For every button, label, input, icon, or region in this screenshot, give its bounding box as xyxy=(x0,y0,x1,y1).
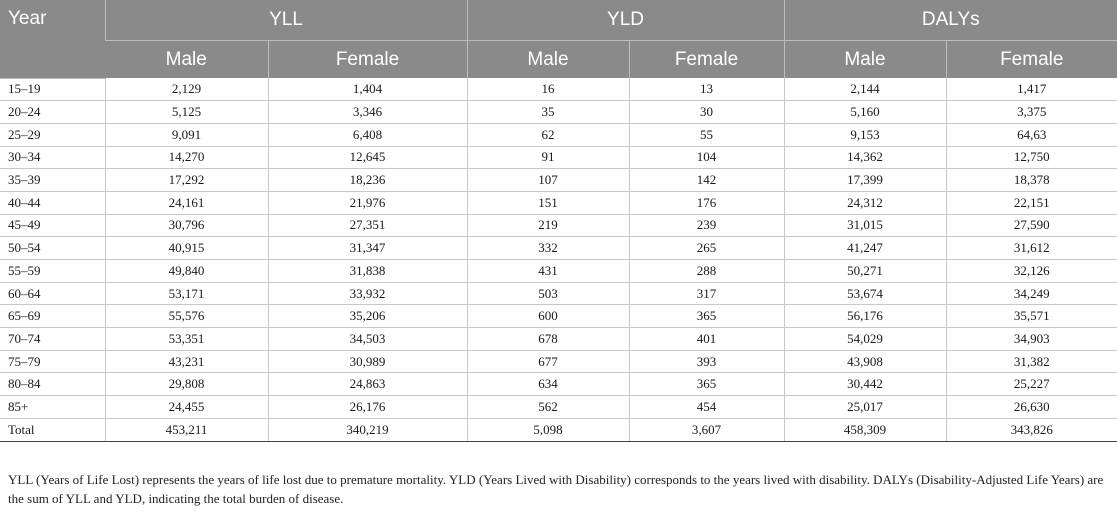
dalys-male-cell: 17,399 xyxy=(784,169,946,192)
table-row xyxy=(0,305,1117,328)
table-row xyxy=(0,350,1117,373)
group-header-yld: YLD xyxy=(467,0,784,41)
dalys-female-cell: 18,378 xyxy=(946,169,1117,192)
sub-header-yll-male: Male xyxy=(105,41,268,79)
yll-male-cell: 453,211 xyxy=(105,418,268,441)
yld-female-cell: 288 xyxy=(629,260,784,283)
age-group-cell: 35–39 xyxy=(0,169,105,192)
yld-female-cell: 393 xyxy=(629,350,784,373)
yld-male-cell: 678 xyxy=(467,328,629,351)
age-group-cell: 70–74 xyxy=(0,328,105,351)
yll-male-cell: 24,455 xyxy=(105,396,268,419)
yll-female-cell: 30,989 xyxy=(268,350,467,373)
yld-female-cell: 176 xyxy=(629,191,784,214)
age-group-cell: 85+ xyxy=(0,396,105,419)
table-footnote: YLL (Years of Life Lost) represents the years of life lost due to premature mortality. YLD (Years Lived with Disability) corresponds to the years lived with disability. DALYs (Disability-Adjusted Life Years) are the sum of YLL and YLD, indicating the total burden of disease. xyxy=(8,472,1104,506)
total-row xyxy=(0,418,1117,441)
yll-female-cell: 27,351 xyxy=(268,214,467,237)
yll-female-cell: 26,176 xyxy=(268,396,467,419)
dalys-male-cell: 14,362 xyxy=(784,146,946,169)
yll-male-cell: 53,351 xyxy=(105,328,268,351)
dalys-female-cell: 32,126 xyxy=(946,260,1117,283)
yll-female-cell: 6,408 xyxy=(268,123,467,146)
dalys-female-cell: 35,571 xyxy=(946,305,1117,328)
dalys-male-cell: 54,029 xyxy=(784,328,946,351)
yld-female-cell: 365 xyxy=(629,373,784,396)
yld-female-cell: 55 xyxy=(629,123,784,146)
yll-male-cell: 43,231 xyxy=(105,350,268,373)
year-column-header: Year xyxy=(0,0,105,78)
dalys-male-cell: 53,674 xyxy=(784,282,946,305)
yll-female-cell: 21,976 xyxy=(268,191,467,214)
yld-male-cell: 219 xyxy=(467,214,629,237)
yld-female-cell: 13 xyxy=(629,78,784,101)
yll-male-cell: 2,129 xyxy=(105,78,268,101)
dalys-male-cell: 458,309 xyxy=(784,418,946,441)
dalys-male-cell: 41,247 xyxy=(784,237,946,260)
yll-male-cell: 29,808 xyxy=(105,373,268,396)
yll-female-cell: 35,206 xyxy=(268,305,467,328)
age-group-cell: 15–19 xyxy=(0,78,105,101)
age-group-cell: 55–59 xyxy=(0,260,105,283)
yld-male-cell: 5,098 xyxy=(467,418,629,441)
dalys-male-cell: 56,176 xyxy=(784,305,946,328)
dalys-female-cell: 1,417 xyxy=(946,78,1117,101)
yll-male-cell: 14,270 xyxy=(105,146,268,169)
dalys-male-cell: 5,160 xyxy=(784,101,946,124)
yld-female-cell: 317 xyxy=(629,282,784,305)
age-group-cell: 45–49 xyxy=(0,214,105,237)
yld-female-cell: 365 xyxy=(629,305,784,328)
dalys-male-cell: 24,312 xyxy=(784,191,946,214)
sub-header-yld-female: Female xyxy=(629,41,784,79)
yld-male-cell: 62 xyxy=(467,123,629,146)
sub-header-dalys-male: Male xyxy=(784,41,946,79)
table-row xyxy=(0,373,1117,396)
dalys-male-cell: 9,153 xyxy=(784,123,946,146)
yll-male-cell: 9,091 xyxy=(105,123,268,146)
dalys-male-cell: 50,271 xyxy=(784,260,946,283)
yll-male-cell: 53,171 xyxy=(105,282,268,305)
yll-female-cell: 31,347 xyxy=(268,237,467,260)
yll-female-cell: 1,404 xyxy=(268,78,467,101)
yld-male-cell: 677 xyxy=(467,350,629,373)
yll-male-cell: 40,915 xyxy=(105,237,268,260)
age-group-cell: 60–64 xyxy=(0,282,105,305)
age-group-cell: 40–44 xyxy=(0,191,105,214)
sub-header-yld-male: Male xyxy=(467,41,629,79)
dalys-female-cell: 25,227 xyxy=(946,373,1117,396)
yll-male-cell: 5,125 xyxy=(105,101,268,124)
table-row xyxy=(0,396,1117,419)
yll-male-cell: 24,161 xyxy=(105,191,268,214)
dalys-male-cell: 30,442 xyxy=(784,373,946,396)
table-body xyxy=(0,78,1117,441)
yld-male-cell: 332 xyxy=(467,237,629,260)
yld-female-cell: 30 xyxy=(629,101,784,124)
yld-male-cell: 91 xyxy=(467,146,629,169)
dalys-female-cell: 64,63 xyxy=(946,123,1117,146)
yll-female-cell: 24,863 xyxy=(268,373,467,396)
yll-male-cell: 17,292 xyxy=(105,169,268,192)
table-header xyxy=(0,0,1117,78)
yll-female-cell: 33,932 xyxy=(268,282,467,305)
yld-female-cell: 454 xyxy=(629,396,784,419)
dalys-female-cell: 343,826 xyxy=(946,418,1117,441)
yld-male-cell: 431 xyxy=(467,260,629,283)
dalys-female-cell: 34,903 xyxy=(946,328,1117,351)
dalys-female-cell: 34,249 xyxy=(946,282,1117,305)
table-row xyxy=(0,169,1117,192)
dalys-female-cell: 31,382 xyxy=(946,350,1117,373)
yld-male-cell: 35 xyxy=(467,101,629,124)
dalys-female-cell: 31,612 xyxy=(946,237,1117,260)
yld-female-cell: 401 xyxy=(629,328,784,351)
yll-male-cell: 55,576 xyxy=(105,305,268,328)
dalys-female-cell: 3,375 xyxy=(946,101,1117,124)
yld-male-cell: 562 xyxy=(467,396,629,419)
sub-header-dalys-female: Female xyxy=(946,41,1117,79)
table-row xyxy=(0,214,1117,237)
yll-male-cell: 30,796 xyxy=(105,214,268,237)
age-group-cell: 50–54 xyxy=(0,237,105,260)
dalys-male-cell: 31,015 xyxy=(784,214,946,237)
age-group-cell: 75–79 xyxy=(0,350,105,373)
yld-female-cell: 3,607 xyxy=(629,418,784,441)
yll-female-cell: 18,236 xyxy=(268,169,467,192)
yll-female-cell: 3,346 xyxy=(268,101,467,124)
table-row xyxy=(0,191,1117,214)
dalys-female-cell: 27,590 xyxy=(946,214,1117,237)
yll-female-cell: 340,219 xyxy=(268,418,467,441)
dalys-female-cell: 22,151 xyxy=(946,191,1117,214)
yld-male-cell: 503 xyxy=(467,282,629,305)
yld-female-cell: 104 xyxy=(629,146,784,169)
yld-female-cell: 142 xyxy=(629,169,784,192)
yld-male-cell: 107 xyxy=(467,169,629,192)
yll-female-cell: 12,645 xyxy=(268,146,467,169)
sub-header-yll-female: Female xyxy=(268,41,467,79)
yld-female-cell: 265 xyxy=(629,237,784,260)
age-group-cell: 25–29 xyxy=(0,123,105,146)
table-row xyxy=(0,237,1117,260)
yll-female-cell: 34,503 xyxy=(268,328,467,351)
table-row xyxy=(0,282,1117,305)
age-group-cell: 20–24 xyxy=(0,101,105,124)
age-group-cell: 65–69 xyxy=(0,305,105,328)
dalys-male-cell: 43,908 xyxy=(784,350,946,373)
table-row xyxy=(0,260,1117,283)
table-row xyxy=(0,146,1117,169)
dalys-female-cell: 26,630 xyxy=(946,396,1117,419)
yll-male-cell: 49,840 xyxy=(105,260,268,283)
table-row xyxy=(0,123,1117,146)
table-row xyxy=(0,78,1117,101)
yld-male-cell: 16 xyxy=(467,78,629,101)
dalys-male-cell: 25,017 xyxy=(784,396,946,419)
age-group-cell: 30–34 xyxy=(0,146,105,169)
group-header-yll: YLL xyxy=(105,0,467,41)
group-header-dalys: DALYs xyxy=(784,0,1117,41)
dalys-male-cell: 2,144 xyxy=(784,78,946,101)
age-group-cell: Total xyxy=(0,418,105,441)
table-row xyxy=(0,101,1117,124)
yld-male-cell: 151 xyxy=(467,191,629,214)
yld-male-cell: 634 xyxy=(467,373,629,396)
dalys-female-cell: 12,750 xyxy=(946,146,1117,169)
table-row xyxy=(0,328,1117,351)
age-group-cell: 80–84 xyxy=(0,373,105,396)
yld-male-cell: 600 xyxy=(467,305,629,328)
yll-female-cell: 31,838 xyxy=(268,260,467,283)
yld-female-cell: 239 xyxy=(629,214,784,237)
